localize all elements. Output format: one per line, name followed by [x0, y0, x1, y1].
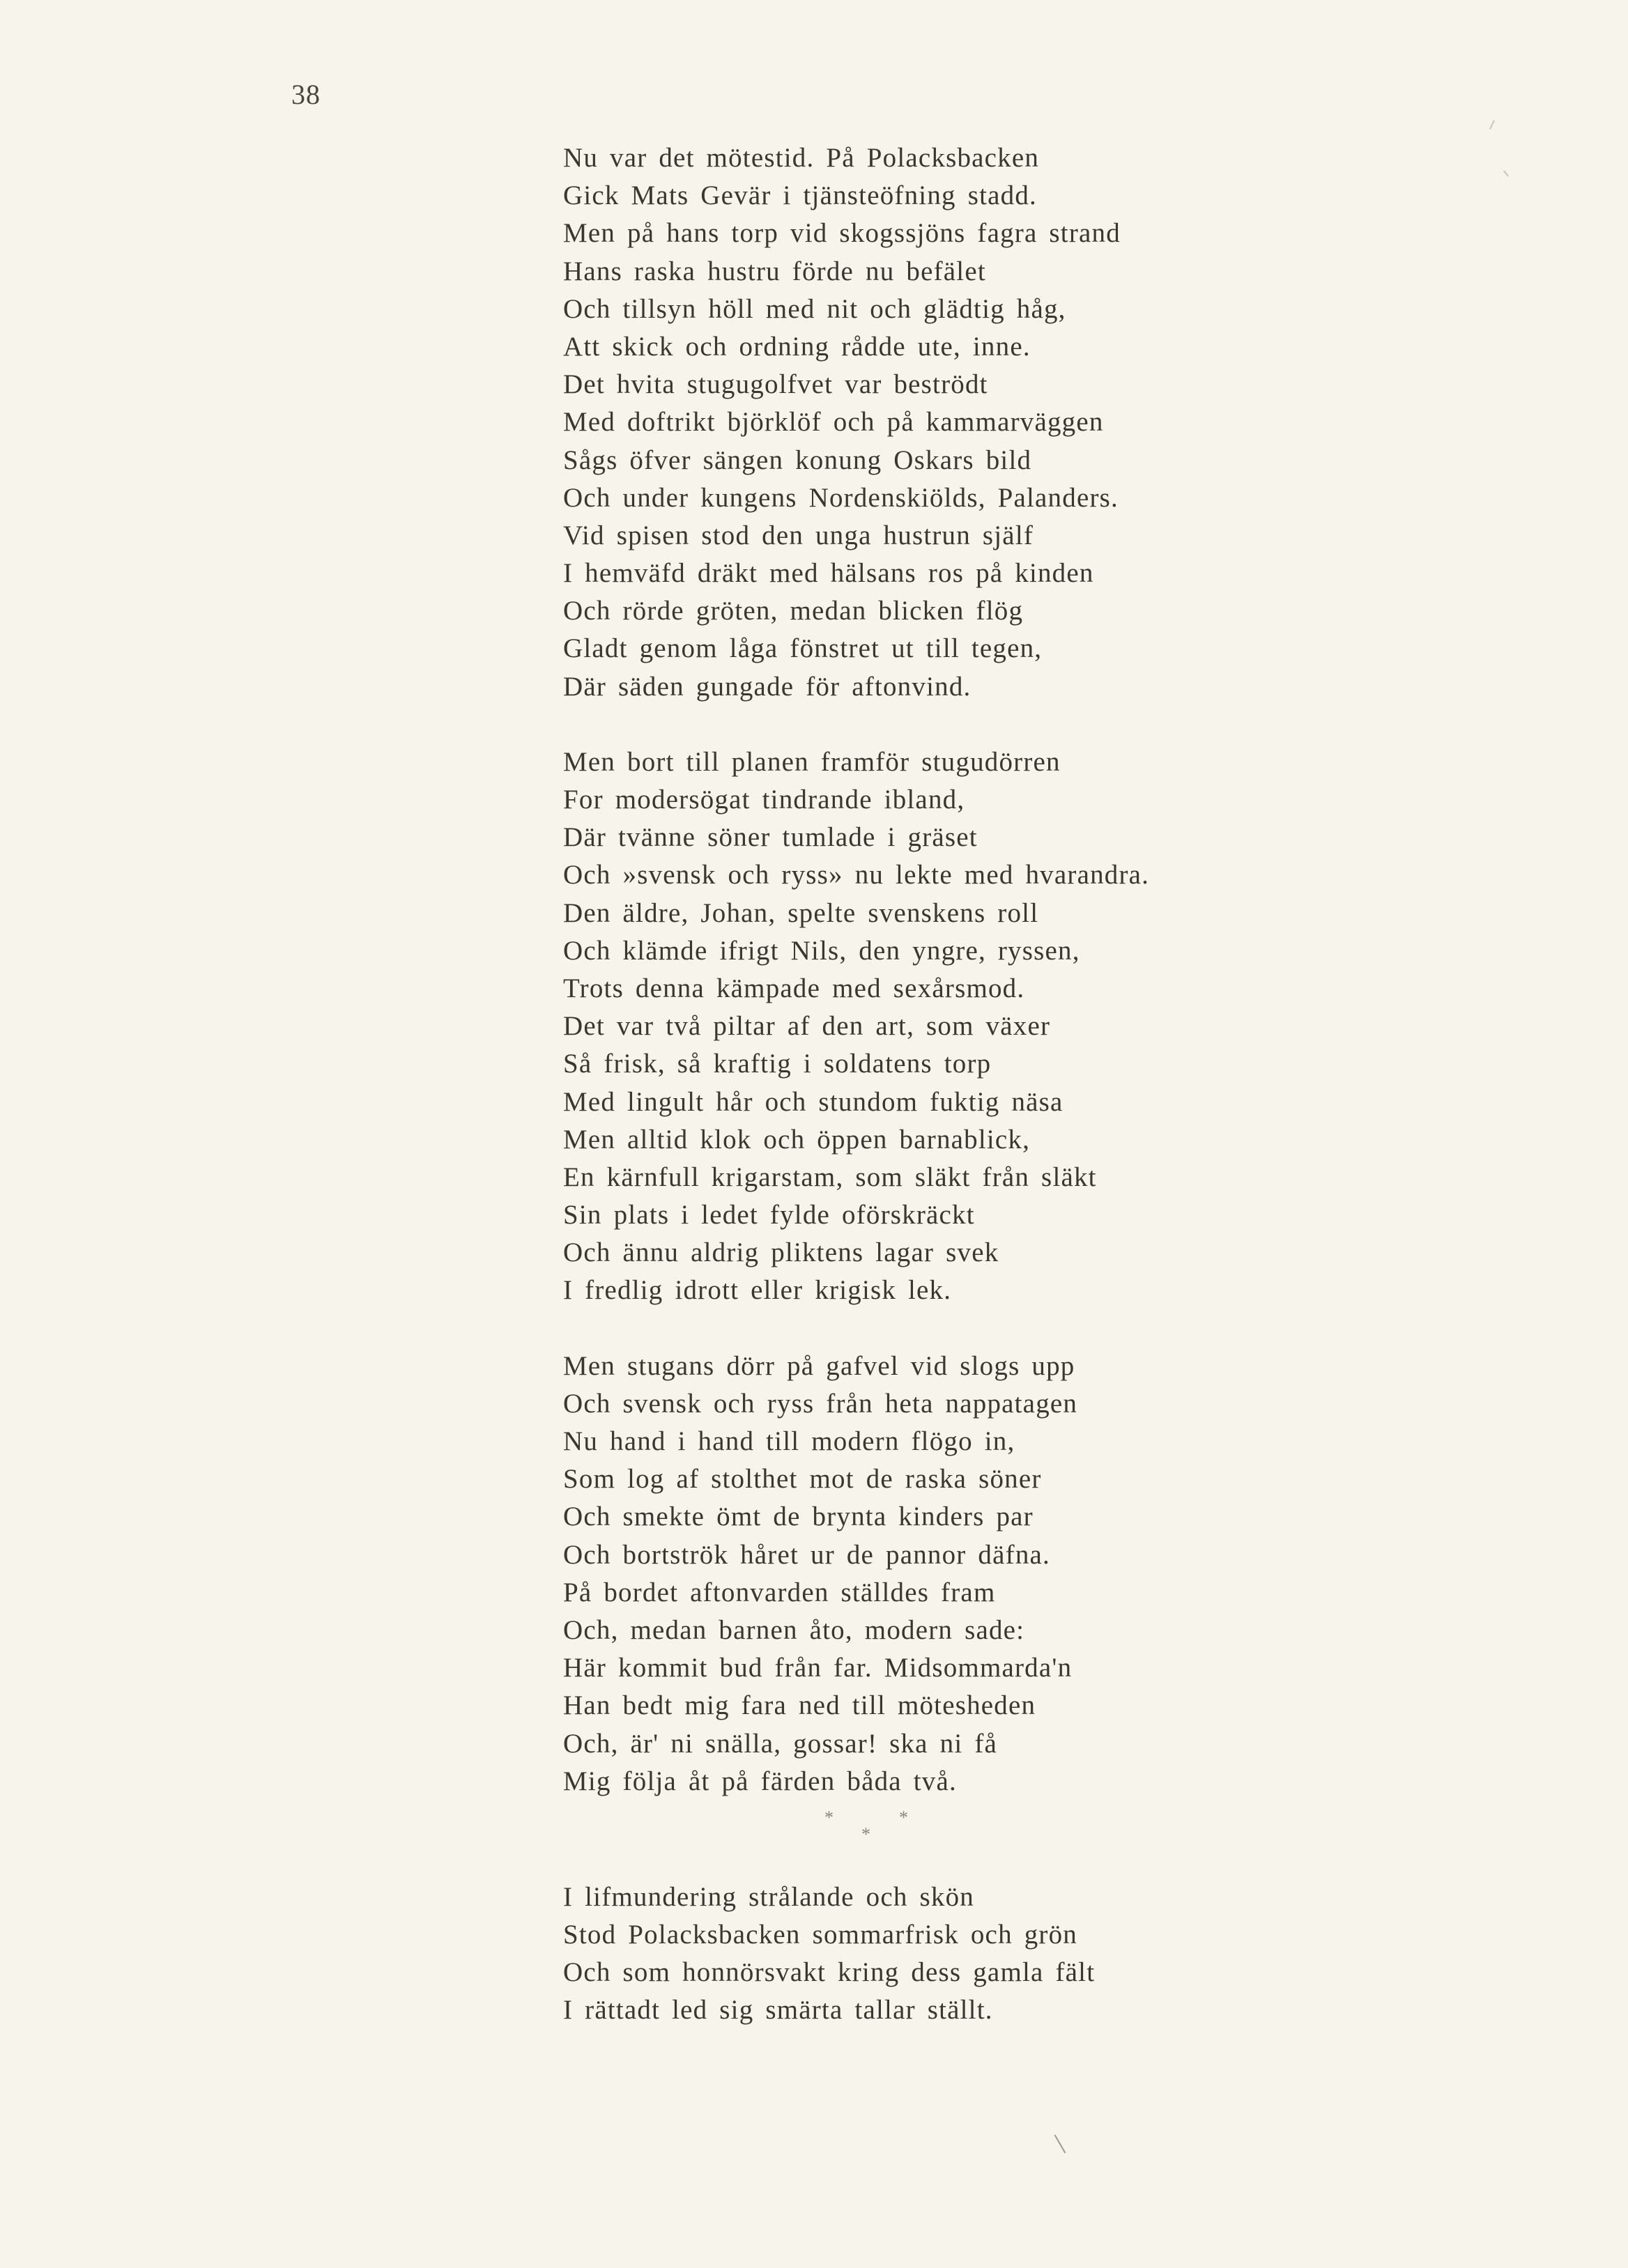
poem-line: Och under kungens Nordenskiölds, Palanders. — [563, 482, 1119, 513]
poem-line: I rättadt led sig smärta tallar ställt. — [563, 1995, 993, 2026]
poem-line: Och, medan barnen åto, modern sade: — [563, 1614, 1025, 1645]
stanza-3 — [563, 1348, 1260, 1800]
poem-line: Som log af stolthet mot de raska söner — [563, 1464, 1042, 1495]
poem-line: Nu var det mötestid. På Polacksbacken — [563, 143, 1040, 173]
poem-line: Och som honnörsvakt kring dess gamla fält — [563, 1957, 1096, 1988]
poem-line: Den äldre, Johan, spelte svenskens roll — [563, 897, 1039, 928]
poem-line: Gick Mats Gevär i tjänsteöfning stadd. — [563, 180, 1037, 211]
poem-line: Gladt genom låga fönstret ut till tegen, — [563, 633, 1043, 664]
poem-line: En kärnfull krigarstam, som släkt från släkt — [563, 1162, 1097, 1192]
poem-line: Men på hans torp vid skogssjöns fagra strand — [563, 218, 1121, 249]
poem-line: Nu hand i hand till modern flögo in, — [563, 1426, 1015, 1456]
poem-line: Det hvita stugugolfvet var beströdt — [563, 369, 988, 400]
poem-line: Och svensk och ryss från heta nappatagen — [563, 1388, 1078, 1419]
poem-body — [563, 139, 1260, 2030]
poem-line: Med doftrikt björklöf och på kammarväggen — [563, 407, 1104, 438]
poem-line: Och rörde gröten, medan blicken flög — [563, 596, 1024, 626]
poem-line: I hemväfd dräkt med hälsans ros på kinden — [563, 558, 1094, 589]
poem-line: Och »svensk och ryss» nu lekte med hvarandra. — [563, 860, 1150, 890]
stanza-1 — [563, 139, 1260, 706]
poem-line: Och, är' ni snälla, gossar! ska ni få — [563, 1728, 998, 1759]
asterism-star: * — [899, 1807, 908, 1828]
section-separator — [563, 1807, 1260, 1879]
asterism-star: * — [861, 1823, 870, 1844]
poem-line: Och ännu aldrig pliktens lagar svek — [563, 1237, 999, 1268]
poem-line: Men alltid klok och öppen barnablick, — [563, 1124, 1031, 1155]
poem-line: Och bortströk håret ur de pannor däfna. — [563, 1539, 1050, 1570]
poem-line: Mig följa åt på färden båda två. — [563, 1766, 957, 1796]
poem-line: Stod Polacksbacken sommarfrisk och grön — [563, 1920, 1078, 1950]
paper-speck — [1054, 2135, 1066, 2154]
poem-line: For modersögat tindrande ibland, — [563, 785, 965, 815]
poem-line: Men stugans dörr på gafvel vid slogs upp — [563, 1350, 1075, 1381]
poem-line: Och smekte ömt de brynta kinders par — [563, 1502, 1034, 1532]
poem-line: På bordet aftonvarden ställdes fram — [563, 1577, 996, 1607]
poem-line: Vid spisen stod den unga hustrun själf — [563, 520, 1034, 550]
poem-line: I lifmundering strålande och skön — [563, 1881, 974, 1912]
poem-line: I fredlig idrott eller krigisk lek. — [563, 1275, 952, 1306]
poem-line: Här kommit bud från far. Midsommarda'n — [563, 1653, 1073, 1683]
poem-line: Sågs öfver sängen konung Oskars bild — [563, 445, 1032, 475]
poem-line: Att skick och ordning rådde ute, inne. — [563, 331, 1031, 362]
stanza-2 — [563, 743, 1260, 1310]
poem-line: Sin plats i ledet fylde oförskräckt — [563, 1200, 975, 1231]
poem-line: Hans raska hustru förde nu befälet — [563, 256, 986, 286]
poem-line: Det var två piltar af den art, som växer — [563, 1011, 1051, 1042]
poem-line: Men bort till planen framför stugudörren — [563, 746, 1061, 777]
poem-line: Och klämde ifrigt Nils, den yngre, ryssen, — [563, 935, 1080, 966]
page-number: 38 — [291, 79, 321, 110]
poem-line: Där säden gungade för aftonvind. — [563, 671, 972, 702]
stanza-4 — [563, 1879, 1260, 2030]
poem-line: Med lingult hår och stundom fuktig näsa — [563, 1086, 1063, 1117]
poem-line: Och tillsyn höll med nit och glädtig håg, — [563, 293, 1066, 324]
asterism-star: * — [824, 1807, 834, 1828]
poem-line: Så frisk, så kraftig i soldatens torp — [563, 1049, 992, 1079]
poem-line: Trots denna kämpade med sexårsmod. — [563, 973, 1025, 1003]
poem-line: Där tvänne söner tumlade i gräset — [563, 822, 978, 853]
paper-speck — [1489, 120, 1495, 130]
paper-speck — [1503, 171, 1509, 177]
poem-line: Han bedt mig fara ned till mötesheden — [563, 1690, 1036, 1721]
